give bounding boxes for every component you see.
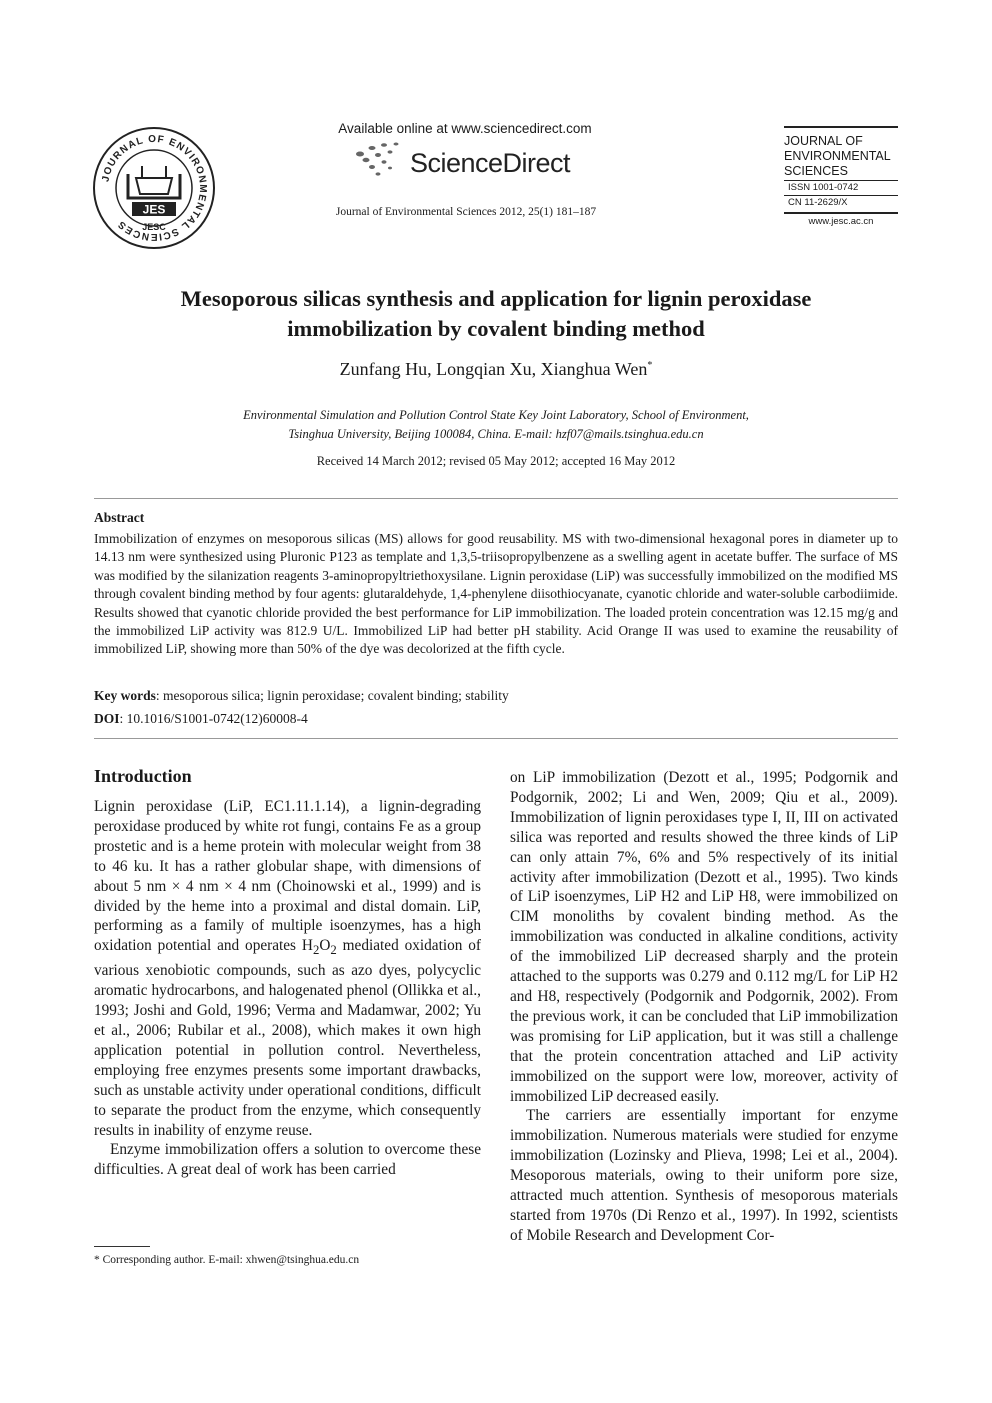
- authors: [94, 359, 898, 380]
- doi: [94, 711, 898, 727]
- keywords: [94, 688, 898, 704]
- divider-bottom: [94, 738, 898, 739]
- body-column-left: [94, 797, 481, 1180]
- affiliation-line-1: Environmental Simulation and Pollution Control State Key Joint Laboratory, School of Environment,: [243, 408, 749, 422]
- issn: ISSN 1001-0742: [788, 182, 859, 193]
- seal-center-text: JES: [142, 202, 166, 217]
- seal-ring-text: JOURNAL OF ENVIRONMENTAL SCIENCES: [100, 133, 209, 243]
- journal-name-line3: SCIENCES: [784, 164, 848, 178]
- paragraph-2: Enzyme immobilization offers a solution to overcome these difficulties. A great deal of work has been carried: [94, 1141, 481, 1179]
- footnote-rule: [94, 1246, 150, 1247]
- divider-top: [94, 498, 898, 499]
- journal-citation: Journal of Environmental Sciences 2012, 25(1) 181–187: [335, 206, 597, 218]
- abstract-heading: Abstract: [94, 510, 145, 525]
- article-title: [94, 284, 898, 344]
- corresponding-author-footnote: * Corresponding author. E-mail: xhwen@tsinghua.edu.cn: [94, 1254, 360, 1266]
- seal-bottom-text: JESC: [142, 222, 166, 232]
- journal-info-box: [784, 126, 898, 227]
- corresponding-mark: *: [647, 360, 653, 371]
- title-line-1: Mesoporous silicas synthesis and application for lignin peroxidase: [180, 286, 812, 311]
- keywords-label: Key words: [94, 688, 156, 703]
- doi-label: DOI: [94, 711, 120, 726]
- journal-name-line2: ENVIRONMENTAL: [784, 149, 891, 163]
- article-dates: Received 14 March 2012; revised 05 May 2012; accepted 16 May 2012: [316, 454, 676, 468]
- available-online-text: Available online at www.sciencedirect.com: [338, 121, 592, 136]
- keywords-list: : mesoporous silica; lignin peroxidase; covalent binding; stability: [155, 688, 509, 703]
- paragraph-1: Lignin peroxidase (LiP, EC1.11.1.14), a lignin-degrading peroxidase produced by white rot fungi, contains Fe as a group prostetic and is a heme protein with molecular weight from 38 to 46 ku. It has a rather globular shape, with dimensions of about 5 nm × 4 nm × 4 nm (Choinowski et al., 1999) and is divided by the heme into a proximal and distal domain. LiP, performing as a family of multiple isoenzymes, has a high oxidation potential and operates $H_2O_2$ mediated oxidation of various xenobiotic compounds, such as azo dyes, polycyclic aromatic hydrocarbons, and halogenated phenol (Ollikka et al., 1993; Joshi and Gold, 1996; Verma and Madamwar, 2002; Yu et al., 2006; Rubilar et al., 2008), which makes it own high application potential in pollution control. Nevertheless, employing free enzymes presents some important drawbacks, such as unstable activity under operational conditions, difficult to separate the product from the enzyme, which consequently results in inability of enzyme reuse.: [94, 798, 482, 1139]
- journal-website[interactable]: www.jesc.ac.cn: [808, 216, 874, 227]
- paragraph-4: The carriers are essentially important for enzyme immobilization. Numerous materials were studied for enzyme immobilization (Lozinsky and Plieva, 1998; Lei et al., 2004). Mesoporous materials, owing to their uniform pore size, attracted much attention. Synthesis of mesoporous materials started from 1970s (Di Renzo et al., 1997). In 1992, scientists of Mobile Research and Development Cor-: [510, 1107, 898, 1244]
- body-column-right: [510, 768, 898, 1246]
- author-names: Zunfang Hu, Longqian Xu, Xianghua Wen: [339, 359, 648, 379]
- paragraph-3: on LiP immobilization (Dezott et al., 1995; Podgornik and Podgornik, 2002; Li and Wen, 2009; Qiu et al., 2009). Immobilization of lignin peroxidases type I, II, III on activated silica was reported and results showed the three kinds of LiP can only attain 7%, 6% and 5% respectively of its initial activity after immobilization (Dezott et al., 1995). Two kinds of LiP isoenzymes, LiP H2 and LiP H8, were immobilized on CIM monoliths by covalent binding method. As the immobilization was conducted in alkaline conditions, activity of the immobilized LiP decreased sharply and the protein attached to the supports was 0.279 and 0.112 mg/L for LiP H2 and H8, respectively (Podgornik and Podgornik, 2002). From the previous work, it can be concluded that LiP immobilization was promising for LiP application, but it was still a challenge that the protein concentration attached and LiP activity immobilized on the support were low, moreover, activity of immobilized LiP decreased easily.: [510, 769, 898, 1105]
- journal-seal-logo: [92, 126, 216, 250]
- cn-number: CN 11-2629/X: [788, 197, 848, 208]
- title-line-2: immobilization by covalent binding method: [287, 316, 705, 341]
- abstract-text: Immobilization of enzymes on mesoporous silicas (MS) allows for good reusability. MS with two-dimensional hexagonal pores in diameter up to 14.13 nm were synthesized using Pluronic P123 as template and 1,3,5-triisopropylbenzene as a swelling agent in acetate buffer. The surface of MS was modified by the silanization reagents 3-aminopropyltriethoxysilane. Lignin peroxidase (LiP) was successfully immobilized on the modified MS through covalent binding method by four agents: glutaraldehyde, 1,4-phenylene diisothiocyanate, cyanotic chloride and water-soluble carbodiimide. Results showed that cyanotic chloride provided the best performance for LiP immobilization. The loaded protein concentration was 12.15 mg/g and the immobilized LiP activity was 812.9 U/L. Immobilized LiP had better pH stability. Acid Orange II was used to examine the reusability of immobilized LiP, showing more than 50% of the dye was decolorized at the fifth cycle.: [94, 531, 898, 657]
- introduction-heading: Introduction: [94, 766, 192, 786]
- doi-value[interactable]: : 10.1016/S1001-0742(12)60008-4: [119, 711, 308, 726]
- sciencedirect-wordmark: ScienceDirect: [410, 148, 571, 178]
- journal-name-line1: JOURNAL OF: [784, 134, 863, 148]
- affiliation-line-2: Tsinghua University, Beijing 100084, China. E-mail: hzf07@mails.tsinghua.edu.cn: [288, 427, 704, 441]
- affiliation: [94, 406, 898, 444]
